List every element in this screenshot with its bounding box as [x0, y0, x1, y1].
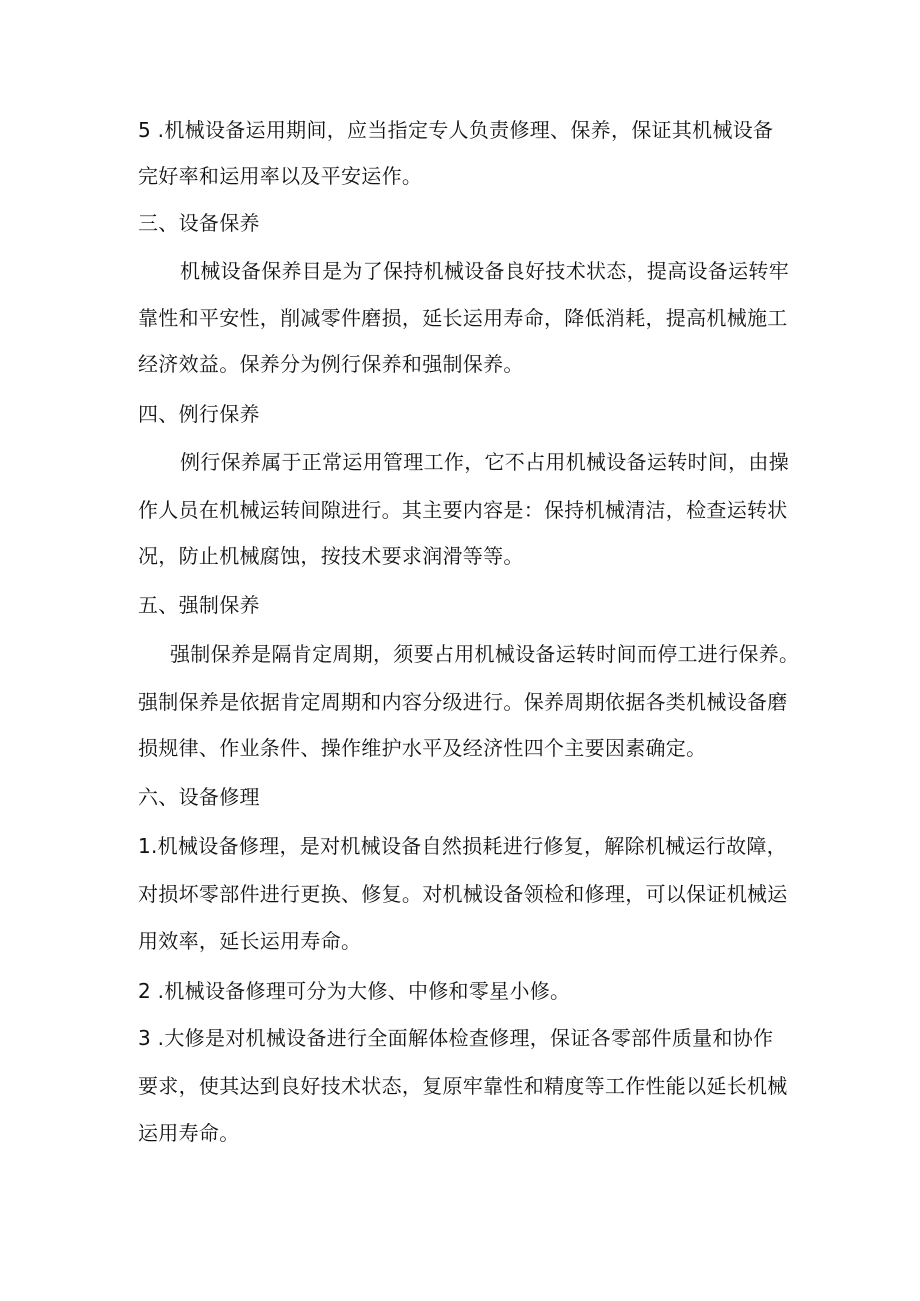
text-line: 经济效益。保养分为例行保养和强制保养。: [138, 352, 524, 376]
text-line: 作人员在机械运转间隙进行。其主要内容是：保持机械清洁，检查运转状: [138, 498, 788, 522]
text-line: 损规律、作业条件、操作维护水平及经济性四个主要因素确定。: [138, 736, 707, 760]
text-line: 要求，使其达到良好技术状态，复原牢靠性和精度等工作性能以延长机械: [138, 1074, 788, 1098]
text-line: 对损坏零部件进行更换、修复。对机械设备领检和修理，可以保证机械运: [138, 882, 788, 906]
text-line: 5 .机械设备运用期间，应当指定专人负责修理、保养，保证其机械设备: [138, 118, 774, 142]
text-line: 用效率，延长运用寿命。: [138, 929, 362, 953]
text-line: 强制保养是依据肯定周期和内容分级进行。保养周期依据各类机械设备磨: [138, 690, 788, 714]
text-line: 强制保养是隔肯定周期，须要占用机械设备运转时间而停工进行保养。: [170, 642, 800, 666]
section-heading: 六、设备修理: [138, 785, 260, 809]
text-line: 例行保养属于正常运用管理工作，它不占用机械设备运转时间，由操: [180, 450, 789, 474]
text-line: 3 .大修是对机械设备进行全面解体检查修理，保证各零部件质量和协作: [138, 1026, 774, 1050]
section-heading: 四、例行保养: [138, 402, 260, 426]
text-line: 况，防止机械腐蚀，按技术要求润滑等等。: [138, 544, 524, 568]
text-line: 1.机械设备修理，是对机械设备自然损耗进行修复，解除机械运行故障，: [138, 834, 787, 858]
text-line: 2 .机械设备修理可分为大修、中修和零星小修。: [138, 979, 571, 1003]
text-line: 机械设备保养目是为了保持机械设备良好技术状态，提高设备运转牢: [180, 259, 789, 283]
text-line: 靠性和平安性，削减零件磨损，延长运用寿命，降低消耗，提高机械施工: [138, 306, 788, 330]
section-heading: 五、强制保养: [138, 593, 260, 617]
text-line: 运用寿命。: [138, 1121, 240, 1145]
section-heading: 三、设备保养: [138, 211, 260, 235]
text-line: 完好率和运用率以及平安运作。: [138, 164, 423, 188]
